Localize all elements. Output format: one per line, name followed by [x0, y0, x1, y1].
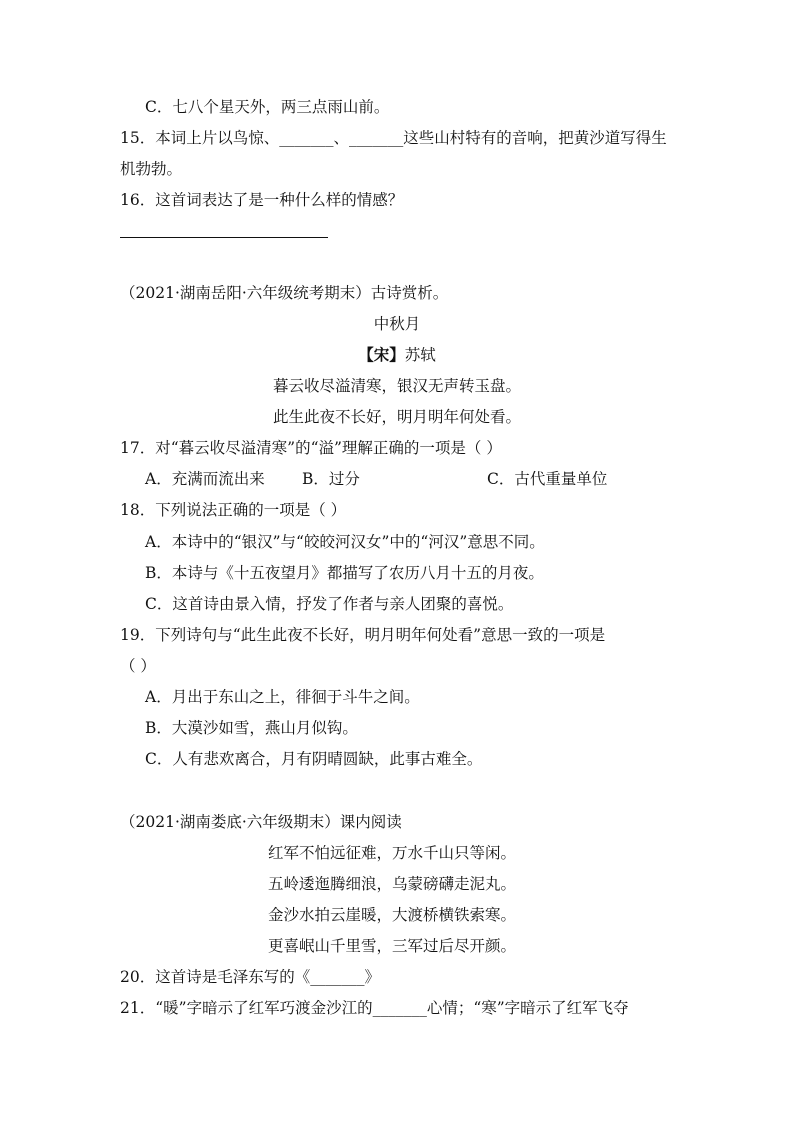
poem-2-title: 中秋月: [373, 315, 421, 333]
q17-option-a: A．充满而流出来: [145, 470, 265, 488]
q17-option-b: B．过分: [302, 470, 360, 488]
q19-option-a: A．月出于东山之上，徘徊于斗牛之间。: [145, 688, 420, 706]
section-2-header: （2021·湖南岳阳·六年级统考期末）古诗赏析。: [120, 284, 449, 302]
poem-2-author-name: 苏轼: [404, 346, 436, 364]
poem-2-line-2: 此生此夜不长好，明月明年何处看。: [272, 408, 521, 426]
q21-text: 21．“暖”字暗示了红军巧渡金沙江的_______心情；“寒”字暗示了红军飞夺: [120, 999, 629, 1017]
q19-option-c: C．人有悲欢离合，月有阴晴圆缺，此事古难全。: [145, 750, 483, 768]
poem-2-author: [0, 345, 794, 365]
q19-option-b: B．大漠沙如雪，燕山月似钩。: [145, 719, 358, 737]
q18-option-a: A．本诗中的“银汉”与“皎皎河汉女”中的“河汉”意思不同。: [145, 533, 545, 551]
poem-2-dynasty: 【宋】: [358, 345, 405, 364]
q18-option-c: C．这首诗由景入情，抒发了作者与亲人团聚的喜悦。: [145, 595, 514, 613]
poem-2-line-1: 暮云收尽溢清寒，银汉无声转玉盘。: [272, 377, 521, 395]
q20-text: 20．这首诗是毛泽东写的《_______》: [120, 968, 380, 986]
q18-text: 18．下列说法正确的一项是（ ）: [120, 501, 347, 519]
q18-option-b: B．本诗与《十五夜望月》都描写了农历八月十五的月夜。: [145, 564, 544, 582]
q19-answer-bracket: （ ）: [120, 657, 156, 675]
poem-3-line-3: 金沙水拍云崖暖，大渡桥横铁索寒。: [268, 906, 517, 924]
q14-option-c: C．七八个星天外，两三点雨山前。: [145, 98, 390, 116]
q15-text: 15．本词上片以鸟惊、_______、_______这些山村特有的音响，把黄沙道写得生: [120, 129, 667, 147]
q17-option-c: C．古代重量单位: [487, 470, 608, 488]
q15-text-cont: 机勃勃。: [120, 160, 183, 178]
q17-text: 17．对“暮云收尽溢清寒”的“溢”理解正确的一项是（ ）: [120, 439, 502, 457]
q16-answer-line[interactable]: [120, 237, 328, 238]
poem-3-line-4: 更喜岷山千里雪，三军过后尽开颜。: [268, 937, 517, 955]
q16-text: 16．这首词表达了是一种什么样的情感？: [120, 191, 404, 209]
q19-text: 19．下列诗句与“此生此夜不长好，明月明年何处看”意思一致的一项是: [120, 626, 606, 644]
section-3-header: （2021·湖南娄底·六年级期末）课内阅读: [120, 813, 402, 831]
poem-3-line-2: 五岭逶迤腾细浪，乌蒙磅礴走泥丸。: [268, 875, 517, 893]
poem-3-line-1: 红军不怕远征难，万水千山只等闲。: [268, 844, 517, 862]
